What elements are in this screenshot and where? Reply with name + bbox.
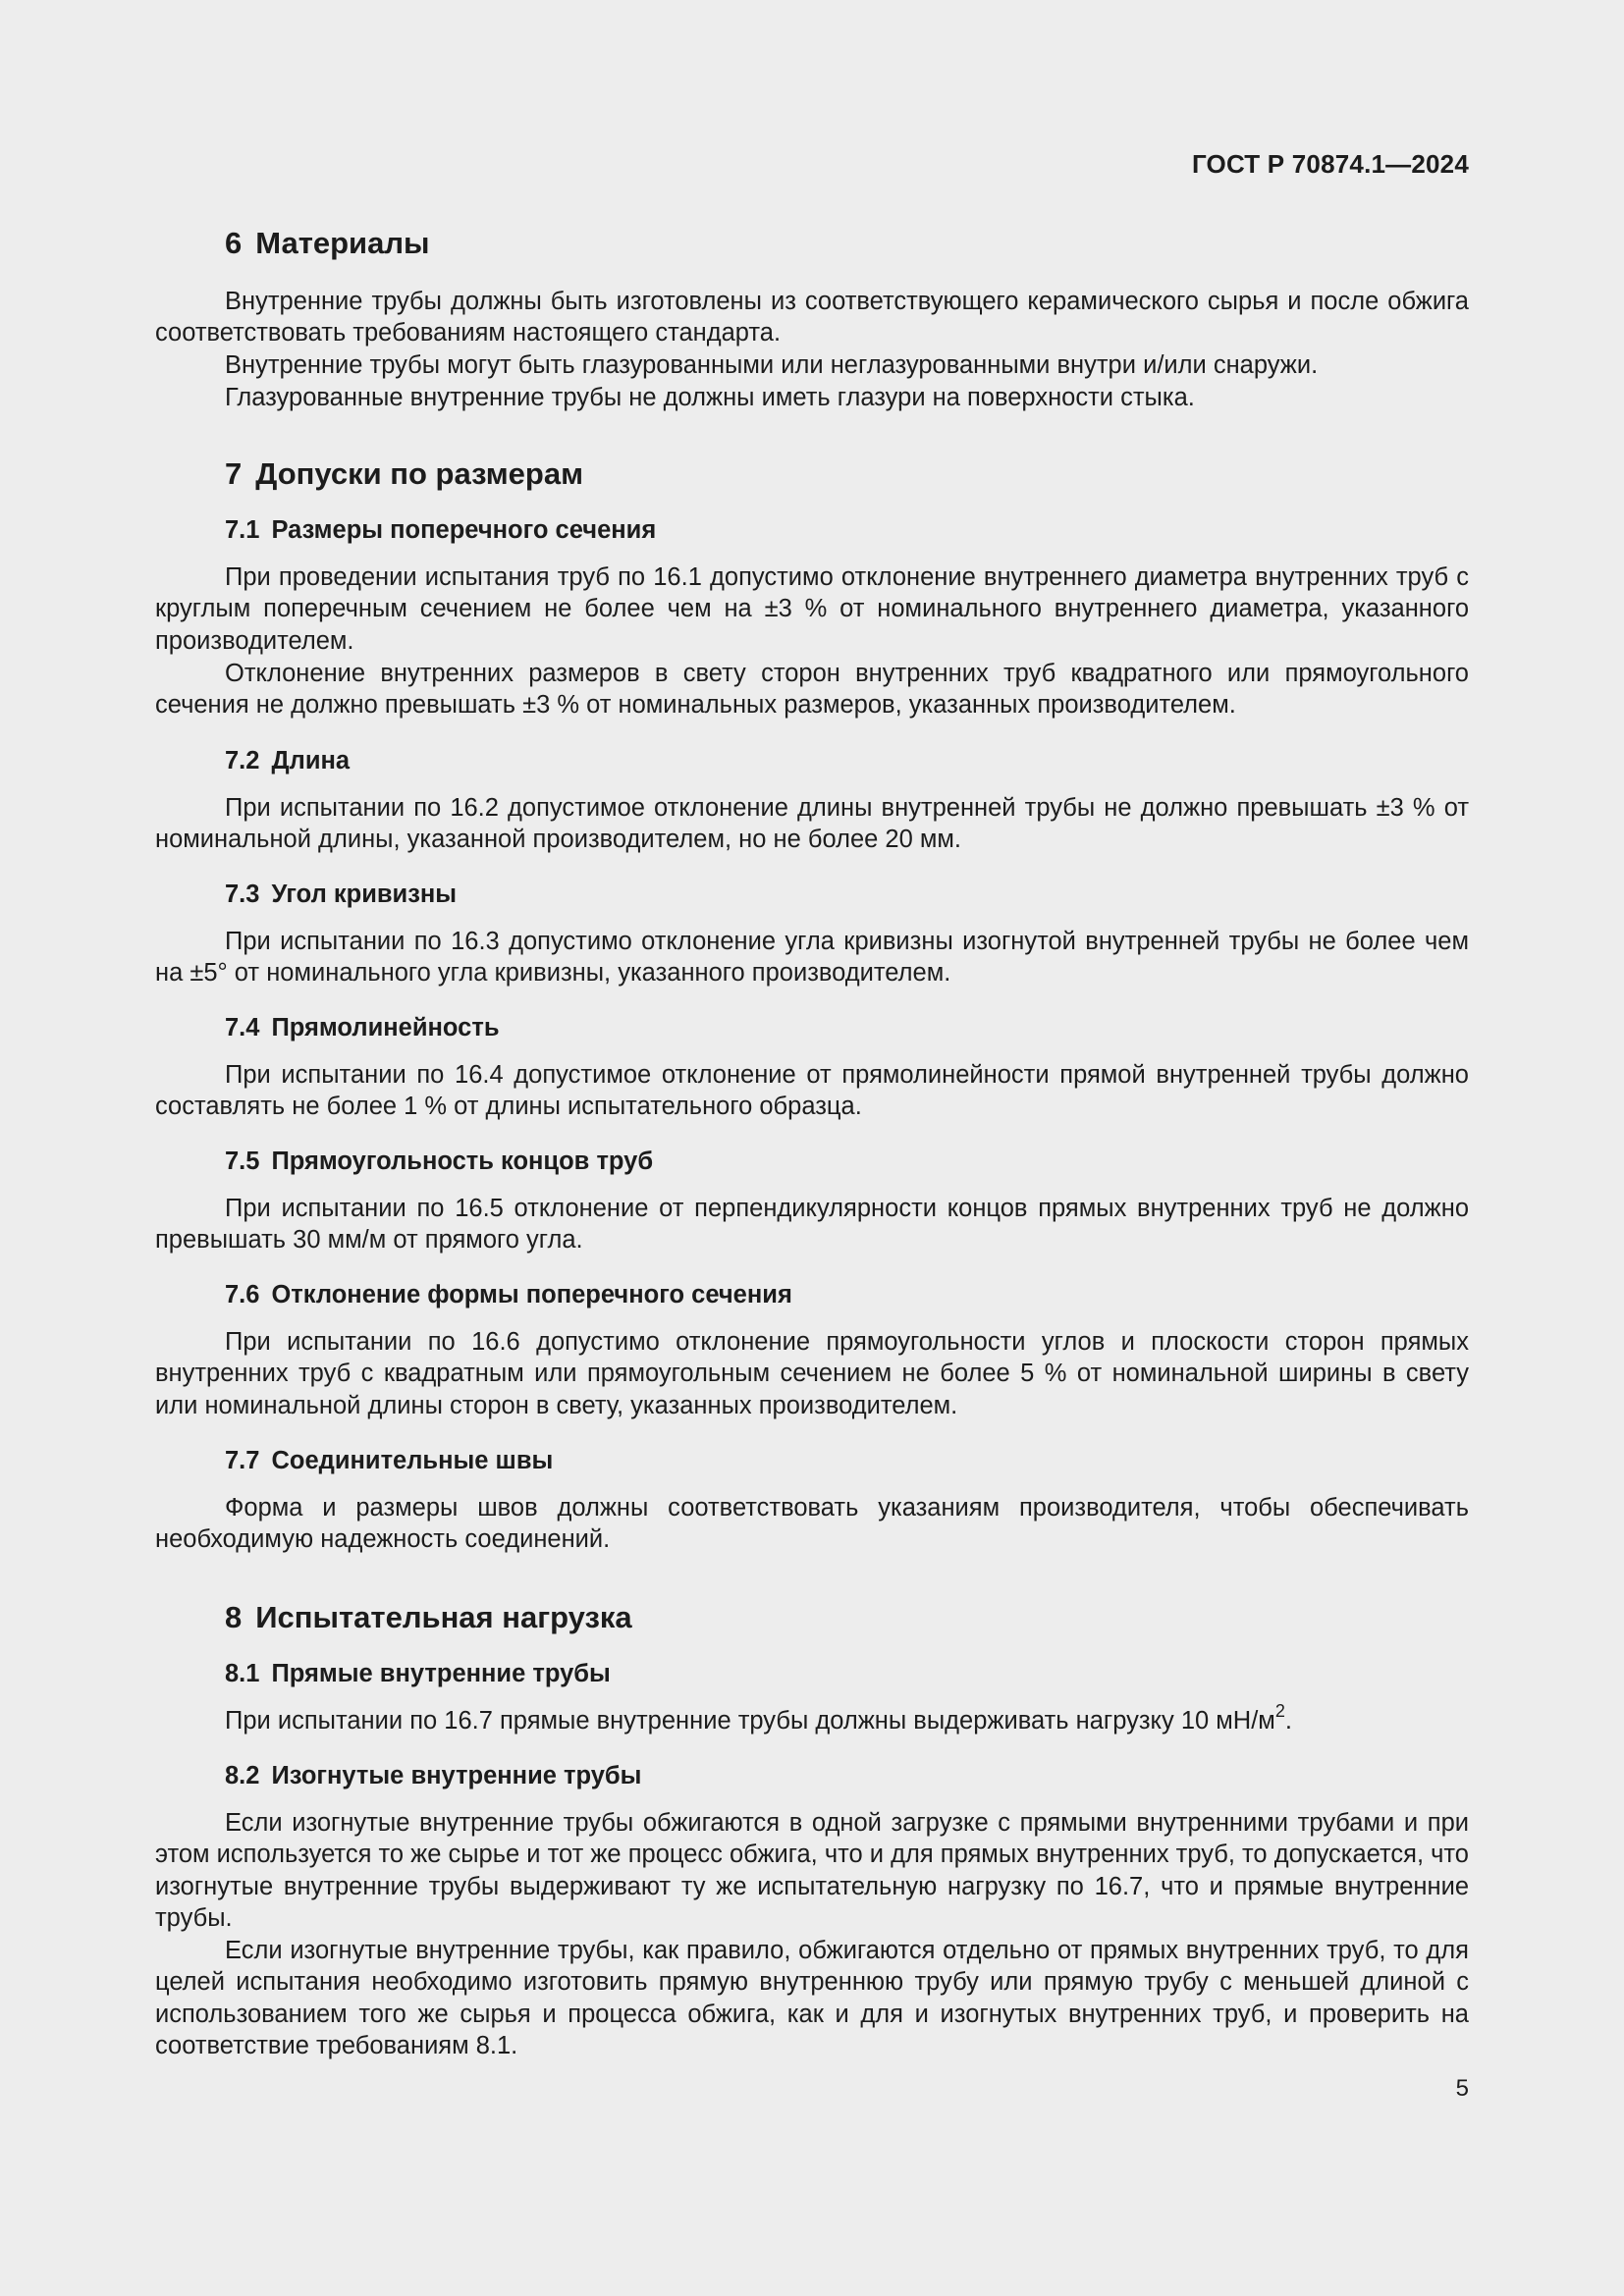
paragraph: При испытании по 16.6 допустимо отклонение прямоугольности углов и плоскости сторон прямых внутренних труб с квадратным или прямоугольным сечением не более 5 % от номинальной ширины в свету или номинальной длины сторон в свету, указанных производителем. [155, 1328, 1469, 1419]
paragraph: Глазурованные внутренние трубы не должны иметь глазури на поверхности стыка. [225, 384, 1195, 411]
paragraph: Форма и размеры швов должны соответствовать указаниям производителя, чтобы обеспечивать необходимую надежность соединений. [155, 1494, 1469, 1554]
subsection-title: Изогнутые внутренние трубы [271, 1762, 642, 1789]
subsection-number: 7.6 [225, 1281, 260, 1308]
subsection-number: 7.4 [225, 1014, 260, 1041]
document-page [155, 0, 1469, 2296]
section-number: 7 [225, 456, 243, 491]
subsection-title: Размеры поперечного сечения [271, 516, 657, 544]
page-number: 5 [1455, 2075, 1469, 2102]
subsection-title: Прямоугольность концов труб [271, 1148, 654, 1175]
subsection-7-6-heading [225, 1278, 792, 1311]
section-number: 8 [225, 1600, 243, 1634]
section-7-heading [225, 454, 583, 494]
section-title: Допуски по размерам [255, 456, 584, 491]
subsection-title: Длина [271, 747, 351, 774]
subsection-7-7-heading [225, 1444, 553, 1477]
subsection-title: Прямолинейность [271, 1014, 500, 1041]
paragraph: При испытании по 16.2 допустимое отклонение длины внутренней трубы не должно превышать ±3 % от номинальной длины, указанной производителем, но не более 20 мм. [155, 794, 1469, 854]
subsection-7-5-heading [225, 1145, 653, 1178]
subsection-number: 7.1 [225, 516, 260, 544]
paragraph: При испытании по 16.4 допустимое отклонение от прямолинейности прямой внутренней трубы должно составлять не более 1 % от длины испытательного образца. [155, 1061, 1469, 1121]
subsection-8-2-heading [225, 1759, 641, 1792]
paragraph: При испытании по 16.5 отклонение от перпендикулярности концов прямых внутренних труб не должно превышать 30 мм/м от прямого угла. [155, 1195, 1469, 1255]
subsection-7-3-heading [225, 878, 457, 911]
subsection-8-1-heading [225, 1657, 611, 1690]
document-code: ГОСТ Р 70874.1—2024 [1191, 149, 1469, 179]
subsection-number: 7.7 [225, 1447, 260, 1474]
paragraph [155, 1701, 1469, 1736]
subsection-title: Прямые внутренние трубы [271, 1660, 611, 1687]
subsection-number: 7.2 [225, 747, 260, 774]
paragraph: Внутренние трубы могут быть глазурованными или неглазурованными внутри и/или снаружи. [225, 351, 1319, 379]
paragraph: Если изогнутые внутренние трубы, как правило, обжигаются отдельно от прямых внутренних труб, то для целей испытания необходимо изготовить прямую внутреннюю трубу или прямую трубу с меньшей длиной с использованием того же сырья и процесса обжига, как и для и изогнутых внутренних труб, и проверить на соответствие требованиям 8.1. [155, 1937, 1469, 2060]
paragraph-text: При испытании по 16.7 прямые внутренние трубы должны выдерживать нагрузку 10 мН/м [225, 1707, 1275, 1735]
section-8-heading [225, 1598, 632, 1637]
subsection-number: 8.1 [225, 1660, 260, 1687]
section-title: Материалы [255, 226, 430, 260]
subsection-title: Угол кривизны [271, 881, 458, 908]
superscript: 2 [1274, 1701, 1285, 1721]
subsection-title: Отклонение формы поперечного сечения [271, 1281, 792, 1308]
paragraph: При проведении испытания труб по 16.1 допустимо отклонение внутреннего диаметра внутренних труб с круглым поперечным сечением не более чем на ±3 % от номинального внутреннего диаметра, указанного производителем. [155, 563, 1469, 655]
section-number: 6 [225, 226, 243, 260]
section-6-heading [225, 224, 430, 263]
paragraph-end: . [1284, 1707, 1292, 1735]
paragraph: Если изогнутые внутренние трубы обжигаются в одной загрузке с прямыми внутренними трубами и при этом используется то же сырье и тот же процесс обжига, что и для прямых внутренних труб, то допускается, что изогнутые внутренние трубы выдерживают ту же испытательную нагрузку по 16.7, что и прямые внутренние трубы. [155, 1809, 1469, 1933]
subsection-number: 7.5 [225, 1148, 260, 1175]
paragraph: Внутренние трубы должны быть изготовлены из соответствующего керамического сырья и после обжига соответствовать требованиям настоящего стандарта. [155, 288, 1469, 347]
subsection-number: 8.2 [225, 1762, 260, 1789]
subsection-7-4-heading [225, 1011, 500, 1044]
subsection-title: Соединительные швы [271, 1447, 554, 1474]
subsection-7-2-heading [225, 744, 350, 777]
paragraph: При испытании по 16.3 допустимо отклонение угла кривизны изогнутой внутренней трубы не более чем на ±5° от номинального угла кривизны, указанного производителем. [155, 928, 1469, 988]
section-title: Испытательная нагрузка [255, 1600, 632, 1634]
subsection-7-1-heading [225, 513, 656, 547]
subsection-number: 7.3 [225, 881, 260, 908]
paragraph: Отклонение внутренних размеров в свету сторон внутренних труб квадратного или прямоугольного сечения не должно превышать ±3 % от номинальных размеров, указанных производителем. [155, 660, 1469, 720]
